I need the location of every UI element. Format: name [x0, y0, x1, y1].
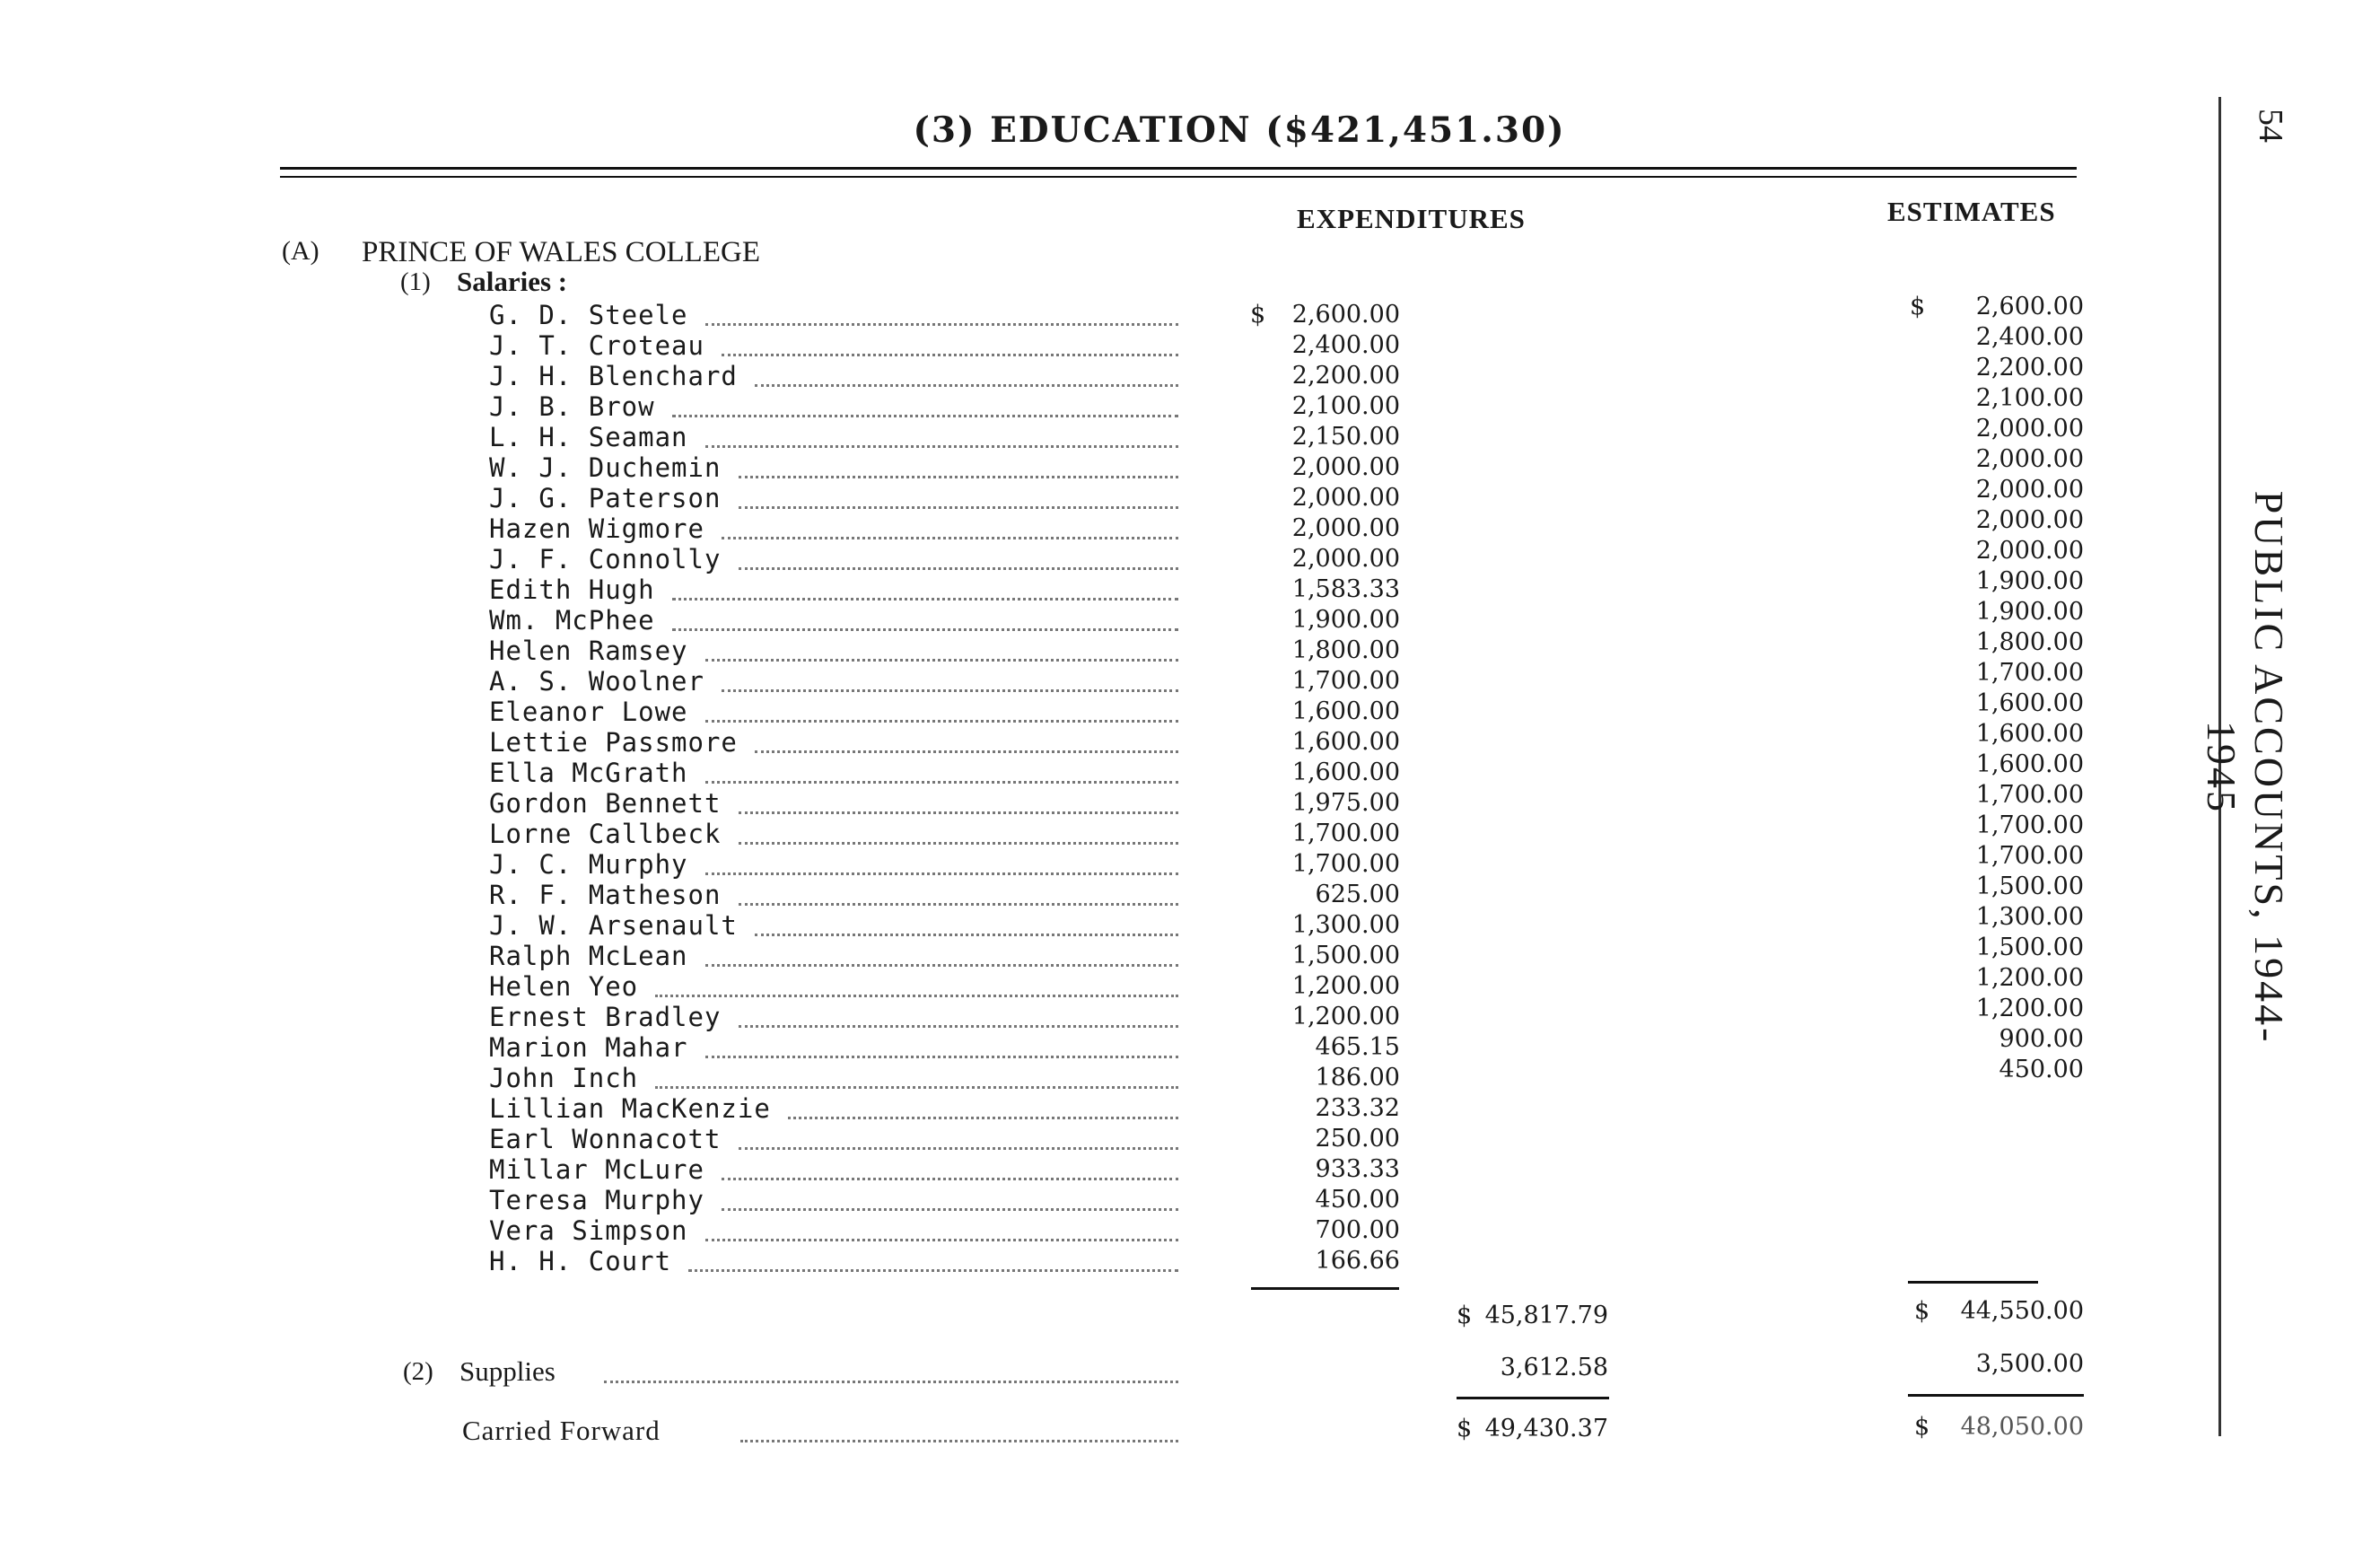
- carried-forward-leader: [740, 1440, 1178, 1442]
- expenditure-column-rule: [1251, 1287, 1399, 1290]
- supplies-number: (2): [403, 1357, 433, 1386]
- subsection-number: (1): [400, 267, 431, 296]
- salary-estimate: 1,700.00: [1975, 659, 2084, 687]
- salary-name: Marion Mahar: [489, 1032, 688, 1063]
- salary-expenditure: 2,000.00: [1291, 545, 1400, 573]
- salary-name: Teresa Murphy: [489, 1185, 704, 1215]
- salary-expenditure: 465.15: [1315, 1033, 1400, 1061]
- estimates-header: ESTIMATES: [1887, 196, 2056, 227]
- salary-dot-leader: [739, 1147, 1179, 1150]
- salary-name: Lorne Callbeck: [489, 819, 722, 849]
- salary-expenditure: 700.00: [1315, 1216, 1400, 1244]
- salary-expenditure: 1,600.00: [1291, 758, 1400, 786]
- salary-name: H. H. Court: [489, 1246, 672, 1276]
- salary-name: J. F. Connolly: [489, 544, 722, 574]
- salary-name: Ella McGrath: [489, 758, 688, 788]
- salary-name: Vera Simpson: [489, 1215, 688, 1246]
- salary-name: A. S. Woolner: [489, 666, 704, 697]
- salary-name: Helen Ramsey: [489, 636, 688, 666]
- salary-expenditure: 2,000.00: [1291, 514, 1400, 542]
- salary-name: J. H. Blenchard: [489, 361, 738, 391]
- salary-dot-leader: [655, 1086, 1178, 1089]
- salary-estimate: 1,500.00: [1975, 872, 2084, 900]
- salary-estimate: 2,200.00: [1975, 354, 2084, 381]
- salary-dot-leader: [705, 323, 1179, 326]
- salary-expenditure: 1,500.00: [1291, 942, 1400, 969]
- salary-name: J. G. Paterson: [489, 483, 722, 513]
- salary-name: Earl Wonnacott: [489, 1124, 722, 1154]
- salaries-total-est-dollar: $: [1914, 1297, 1930, 1325]
- salary-name: J. C. Murphy: [489, 849, 688, 880]
- salary-estimate: 450.00: [1999, 1056, 2084, 1083]
- title-rule-bottom: [280, 176, 2077, 178]
- salary-expenditure: 1,200.00: [1291, 972, 1400, 1000]
- salary-expenditure: 1,975.00: [1291, 789, 1400, 817]
- salary-dot-leader: [722, 1178, 1178, 1180]
- salary-expenditure: 166.66: [1315, 1247, 1400, 1275]
- salary-name: Helen Yeo: [489, 971, 639, 1002]
- salary-estimate: 900.00: [1999, 1025, 2084, 1053]
- salary-expenditure: 1,800.00: [1291, 636, 1400, 664]
- salary-dot-leader: [722, 537, 1178, 539]
- salary-expenditure: 1,600.00: [1291, 697, 1400, 725]
- salary-dot-leader: [705, 964, 1179, 967]
- title-rule-top: [280, 167, 2077, 170]
- salary-expenditure-dollar: $: [1250, 301, 1266, 329]
- salary-expenditure: 1,300.00: [1291, 911, 1400, 939]
- salary-dot-leader: [705, 781, 1179, 784]
- salary-estimate: 1,700.00: [1975, 842, 2084, 870]
- salary-estimate: 1,900.00: [1975, 567, 2084, 595]
- salary-expenditure: 2,000.00: [1291, 453, 1400, 481]
- salary-dot-leader: [755, 384, 1178, 387]
- salary-estimate: 2,000.00: [1975, 537, 2084, 565]
- salary-dot-leader: [705, 872, 1179, 875]
- estimate-column-rule: [1908, 1281, 2038, 1284]
- salary-expenditure: 2,100.00: [1291, 392, 1400, 420]
- salary-dot-leader: [705, 659, 1179, 662]
- running-title: PUBLIC ACCOUNTS, 1944-1945: [2199, 490, 2292, 1045]
- salary-expenditure: 1,600.00: [1291, 728, 1400, 756]
- salary-expenditure: 2,150.00: [1291, 423, 1400, 451]
- salary-expenditure: 1,900.00: [1291, 606, 1400, 634]
- salary-name: G. D. Steele: [489, 300, 688, 330]
- salary-dot-leader: [739, 567, 1179, 570]
- salary-estimate: 1,200.00: [1975, 964, 2084, 992]
- salary-estimate: 2,000.00: [1975, 476, 2084, 504]
- salary-dot-leader: [755, 750, 1178, 753]
- salary-expenditure: 625.00: [1315, 881, 1400, 908]
- salary-estimate: 1,300.00: [1975, 903, 2084, 931]
- salary-dot-leader: [672, 628, 1179, 631]
- salary-estimate: 1,600.00: [1975, 750, 2084, 778]
- salary-name: J. W. Arsenault: [489, 910, 738, 941]
- salary-name: Lettie Passmore: [489, 727, 738, 758]
- salary-dot-leader: [739, 506, 1179, 509]
- salary-estimate: 1,600.00: [1975, 689, 2084, 717]
- salary-name: Millar McLure: [489, 1154, 704, 1185]
- salaries-total-exp-dollar: $: [1457, 1302, 1473, 1329]
- salary-expenditure: 933.33: [1315, 1155, 1400, 1183]
- salary-name: W. J. Duchemin: [489, 452, 722, 483]
- salary-dot-leader: [722, 354, 1178, 356]
- supplies-estimate: 3,500.00: [1975, 1350, 2084, 1378]
- salary-dot-leader: [739, 842, 1179, 845]
- salary-name: J. T. Croteau: [489, 330, 704, 361]
- salary-estimate: 1,500.00: [1975, 934, 2084, 961]
- salary-expenditure: 2,200.00: [1291, 362, 1400, 390]
- salary-expenditure: 186.00: [1315, 1064, 1400, 1091]
- salary-expenditure: 2,400.00: [1291, 331, 1400, 359]
- salary-dot-leader: [739, 903, 1179, 906]
- salary-dot-leader: [739, 476, 1179, 478]
- salaries-total-expenditure: 45,817.79: [1484, 1302, 1608, 1329]
- salaries-total-estimate: 44,550.00: [1960, 1297, 2084, 1325]
- salary-dot-leader: [672, 415, 1179, 417]
- salary-dot-leader: [739, 1025, 1179, 1028]
- salary-name: Eleanor Lowe: [489, 697, 688, 727]
- salary-estimate: 2,000.00: [1975, 445, 2084, 473]
- salary-estimate: 1,600.00: [1975, 720, 2084, 748]
- carried-forward-exp-dollar: $: [1457, 1415, 1473, 1442]
- section-title: PRINCE OF WALES COLLEGE: [362, 236, 760, 268]
- salary-dot-leader: [705, 1239, 1179, 1241]
- salary-dot-leader: [722, 1208, 1178, 1211]
- supplies-expenditure: 3,612.58: [1500, 1354, 1608, 1381]
- salary-dot-leader: [755, 934, 1178, 936]
- salary-estimate: 2,100.00: [1975, 384, 2084, 412]
- salary-name: John Inch: [489, 1063, 639, 1093]
- salary-dot-leader: [655, 995, 1178, 997]
- carried-forward-est-dollar: $: [1914, 1413, 1930, 1441]
- salary-estimate: 2,000.00: [1975, 415, 2084, 443]
- salary-estimate: 1,700.00: [1975, 811, 2084, 839]
- salary-name: Hazen Wigmore: [489, 513, 704, 544]
- salary-name: R. F. Matheson: [489, 880, 722, 910]
- salary-estimate: 1,700.00: [1975, 781, 2084, 809]
- carried-exp-rule: [1457, 1397, 1609, 1399]
- salary-name: L. H. Seaman: [489, 422, 688, 452]
- salary-expenditure: 1,583.33: [1291, 575, 1400, 603]
- salary-estimate: 2,400.00: [1975, 323, 2084, 351]
- salary-expenditure: 1,200.00: [1291, 1003, 1400, 1030]
- salary-expenditure: 1,700.00: [1291, 667, 1400, 695]
- page-title: (3) EDUCATION ($421,451.30): [913, 110, 1566, 151]
- supplies-label: Supplies: [459, 1355, 556, 1387]
- salary-dot-leader: [739, 811, 1179, 814]
- salary-dot-leader: [705, 720, 1179, 723]
- salary-dot-leader: [705, 445, 1179, 448]
- salary-dot-leader: [672, 598, 1179, 601]
- salary-estimate: 1,800.00: [1975, 628, 2084, 656]
- carried-forward-expenditure: 49,430.37: [1484, 1415, 1608, 1442]
- salary-expenditure: 1,700.00: [1291, 820, 1400, 847]
- subsection-title: Salaries :: [457, 266, 568, 297]
- section-letter: (A): [282, 236, 319, 266]
- page-number: 54: [2252, 109, 2289, 143]
- salary-name: Wm. McPhee: [489, 605, 655, 636]
- salary-dot-leader: [788, 1117, 1178, 1119]
- salary-name: Lillian MacKenzie: [489, 1093, 771, 1124]
- salary-expenditure: 450.00: [1315, 1186, 1400, 1214]
- salary-expenditure: 250.00: [1315, 1125, 1400, 1153]
- salary-expenditure: 1,700.00: [1291, 850, 1400, 878]
- carried-forward-label: Carried Forward: [462, 1415, 661, 1446]
- salary-dot-leader: [688, 1269, 1178, 1272]
- salary-expenditure: 233.32: [1315, 1094, 1400, 1122]
- salary-estimate: 2,600.00: [1975, 293, 2084, 320]
- salary-dot-leader: [722, 689, 1178, 692]
- salary-estimate-dollar: $: [1910, 293, 1926, 320]
- salary-expenditure: 2,600.00: [1291, 301, 1400, 329]
- salary-name: Ralph McLean: [489, 941, 688, 971]
- carried-est-rule: [1908, 1394, 2084, 1397]
- salary-name: Edith Hugh: [489, 574, 655, 605]
- salary-estimate: 2,000.00: [1975, 506, 2084, 534]
- salary-expenditure: 2,000.00: [1291, 484, 1400, 512]
- salary-name: Gordon Bennett: [489, 788, 722, 819]
- supplies-leader: [604, 1381, 1178, 1383]
- salary-estimate: 1,900.00: [1975, 598, 2084, 626]
- carried-forward-estimate: 48,050.00: [1960, 1413, 2084, 1441]
- salary-name: Ernest Bradley: [489, 1002, 722, 1032]
- expenditures-header: EXPENDITURES: [1297, 203, 1526, 234]
- salary-estimate: 1,200.00: [1975, 995, 2084, 1022]
- salary-name: J. B. Brow: [489, 391, 655, 422]
- salary-dot-leader: [705, 1056, 1179, 1058]
